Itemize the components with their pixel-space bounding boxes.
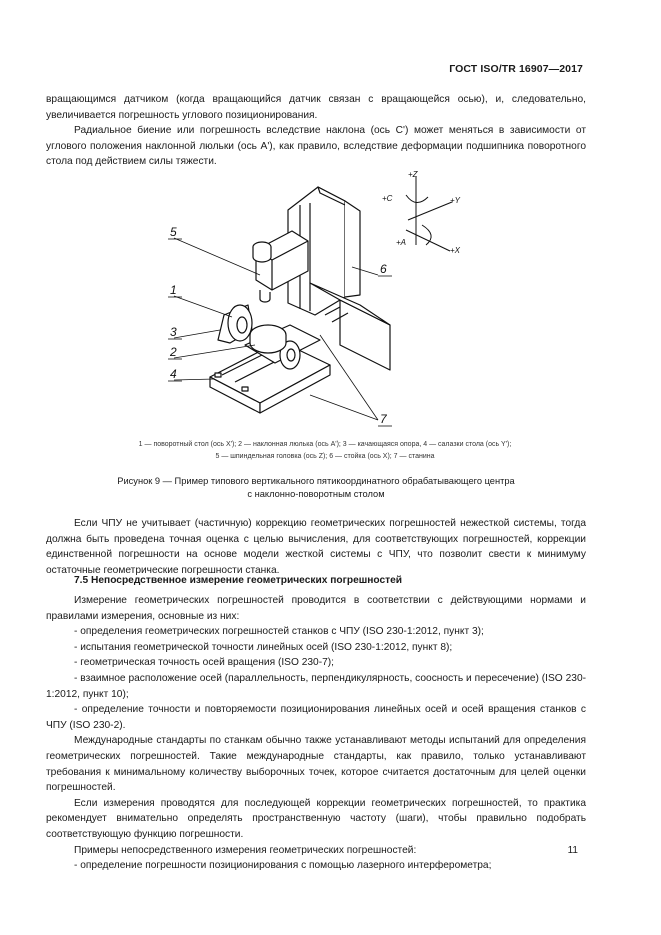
standard-header: ГОСТ ISO/TR 16907—2017 <box>449 63 583 75</box>
list-item: - взаимное расположение осей (параллельность, перпендикулярность, соосность и пересечение) (ISO 230-1:2012, пункт 10); <box>46 672 586 700</box>
callout-6: 6 <box>380 262 387 276</box>
callout-1: 1 <box>170 283 177 297</box>
section-number: 7.5 <box>74 575 89 586</box>
cnc-paragraph: Если ЧПУ не учитывает (частичную) коррекцию геометрических погрешностей нежесткой системы, тогда должна быть проведена точная оценка с целью вычисления, для соответствующих погрешностей, коррекции единственной погрешности на основе модели жесткой системы с ЧПУ, что позволит свести к минимуму остаточные геометрические погрешности станка. <box>46 518 586 576</box>
callout-7: 7 <box>380 412 387 426</box>
legend-line-2: 5 — шпиндельная головка (ось Z); 6 — стойка (ось X); 7 — станина <box>215 453 435 460</box>
axis-x-label: +X <box>450 246 461 255</box>
standards-paragraph: Международные стандарты по станкам обычно также устанавливают методы испытаний для определения геометрических погрешностей. Такие международные стандарты, как правило, только устанавливают требования к минимальному количеству выборочных точек, которое считается достаточным для целей оценки погрешностей. <box>46 735 586 794</box>
intro-paragraph: Измерение геометрических погрешностей проводится в соответствии с действующими нормами и правилами измерения, основные из них: <box>46 595 586 622</box>
callout-3: 3 <box>170 325 177 339</box>
runout-paragraph: Радиальное биение или погрешность вследствие наклона (ось C') может меняться в зависимости от углового положения наклонной люльки (ось A'), как правило, вследствие деформации подшипника поворотного стола под действием силы тяжести. <box>46 125 586 168</box>
example-item: - определение погрешности позиционирования с помощью лазерного интерферометра; <box>74 860 492 872</box>
axis-z-label: +Z <box>408 170 418 179</box>
section-heading <box>74 575 402 586</box>
legend-line-1: 1 — поворотный стол (ось X'); 2 — наклонная люлька (ось A'); 3 — качающаяся опора, 4 — салазки стола (ось Y'); <box>138 441 512 448</box>
measurement-section-body <box>46 593 586 874</box>
list-item: - определение точности и повторяемости позиционирования линейных осей и осей вращения станков с ЧПУ (ISO 230-2). <box>46 704 586 731</box>
axis-a-label: +A <box>396 238 407 247</box>
axis-y-label: +Y <box>450 196 461 205</box>
axis-c-label: +C <box>382 194 393 203</box>
figure-legend <box>60 439 590 463</box>
list-item: - испытания геометрической точности линейных осей (ISO 230-1:2012, пункт 8); <box>74 641 453 653</box>
compensation-paragraph: Если измерения проводятся для последующей коррекции геометрических погрешностей, то практика рекомендует внимательно определять пространственную частоту (шаги), чтобы правильно подобрать соответствующую функцию погрешности. <box>46 797 586 840</box>
section-title: Непосредственное измерение геометрических погрешностей <box>91 575 403 586</box>
figure-caption <box>46 475 586 501</box>
page-number: 11 <box>567 845 578 856</box>
callout-4: 4 <box>170 367 177 381</box>
callout-5: 5 <box>170 225 177 239</box>
examples-paragraph: Примеры непосредственного измерения геометрических погрешностей: <box>74 844 417 856</box>
axes-symbol <box>382 170 461 255</box>
rotary-table <box>250 325 286 353</box>
list-item: - определения геометрических погрешностей станков с ЧПУ (ISO 230-1:2012, пункт 3); <box>74 626 484 638</box>
machine-figure <box>160 165 480 435</box>
caption-line-2: с наклонно-поворотным столом <box>247 489 385 499</box>
caption-line-1: Рисунок 9 — Пример типового вертикального пятикоординатного обрабатывающего центра <box>117 476 515 486</box>
continuation-paragraph: вращающимся датчиком (когда вращающийся датчик связан с вращающейся осью), и, следовательно, увеличивается погрешность углового позиционирования. <box>46 94 586 121</box>
callout-2: 2 <box>170 345 177 359</box>
list-item: - геометрическая точность осей вращения (ISO 230-7); <box>74 657 334 669</box>
